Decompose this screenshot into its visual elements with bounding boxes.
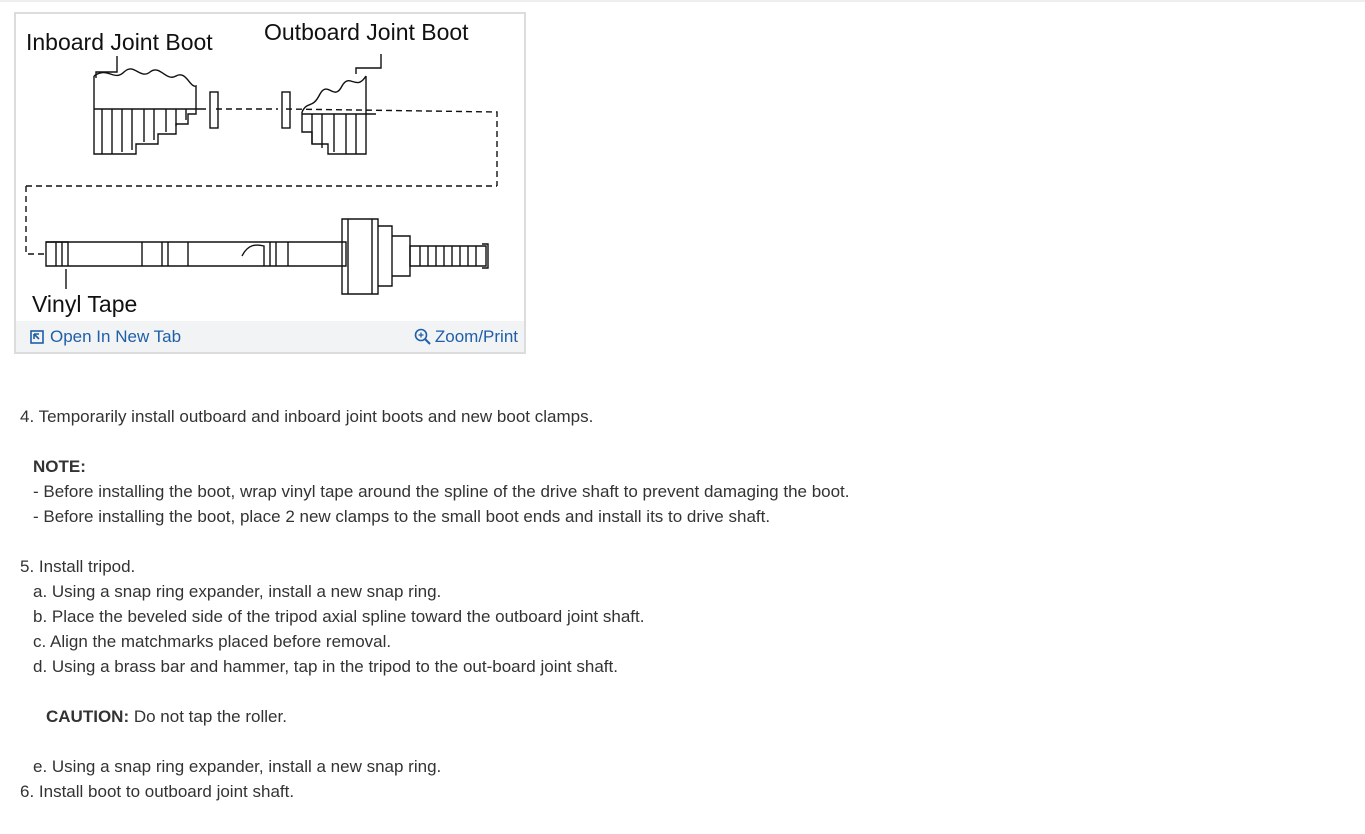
vinyl-tape-label: Vinyl Tape — [32, 291, 138, 317]
zoom-icon — [414, 328, 432, 346]
step-4: 4. Temporarily install outboard and inboard joint boots and new boot clamps. — [20, 407, 594, 426]
procedure-text — [20, 404, 850, 804]
open-in-new-tab-label: Open In New Tab — [50, 327, 182, 346]
step-5a: a. Using a snap ring expander, install a new snap ring. — [33, 582, 442, 601]
caution-text: Do not tap the roller. — [129, 707, 287, 726]
figure-action-bar — [16, 321, 524, 352]
caution-line — [20, 704, 850, 729]
outboard-joint-boot-label: Outboard Joint Boot — [264, 19, 469, 45]
note-heading: NOTE: — [33, 457, 86, 476]
open-in-new-tab-icon — [30, 330, 44, 344]
caution-label: CAUTION: — [46, 707, 130, 726]
step-5: 5. Install tripod. — [20, 557, 136, 576]
step-5d: d. Using a brass bar and hammer, tap in the tripod to the out-board joint shaft. — [33, 657, 618, 676]
note-item: - Before installing the boot, place 2 new clamps to the small boot ends and install its to drive shaft. — [33, 507, 771, 526]
zoom-print-link[interactable] — [414, 327, 518, 347]
step-5b: b. Place the beveled side of the tripod axial spline toward the outboard joint shaft. — [33, 607, 645, 626]
zoom-print-label: Zoom/Print — [434, 327, 518, 346]
top-divider — [0, 0, 1365, 2]
inboard-joint-boot-label: Inboard Joint Boot — [26, 29, 213, 55]
step-5c: c. Align the matchmarks placed before removal. — [33, 632, 392, 651]
drive-shaft-boot-diagram[interactable] — [16, 14, 524, 320]
step-5e: e. Using a snap ring expander, install a new snap ring. — [33, 757, 442, 776]
open-in-new-tab-link[interactable] — [30, 327, 181, 347]
note-item: - Before installing the boot, wrap vinyl tape around the spline of the drive shaft to prevent damaging the boot. — [33, 482, 850, 501]
figure-card — [14, 12, 526, 354]
step-6: 6. Install boot to outboard joint shaft. — [20, 782, 295, 801]
